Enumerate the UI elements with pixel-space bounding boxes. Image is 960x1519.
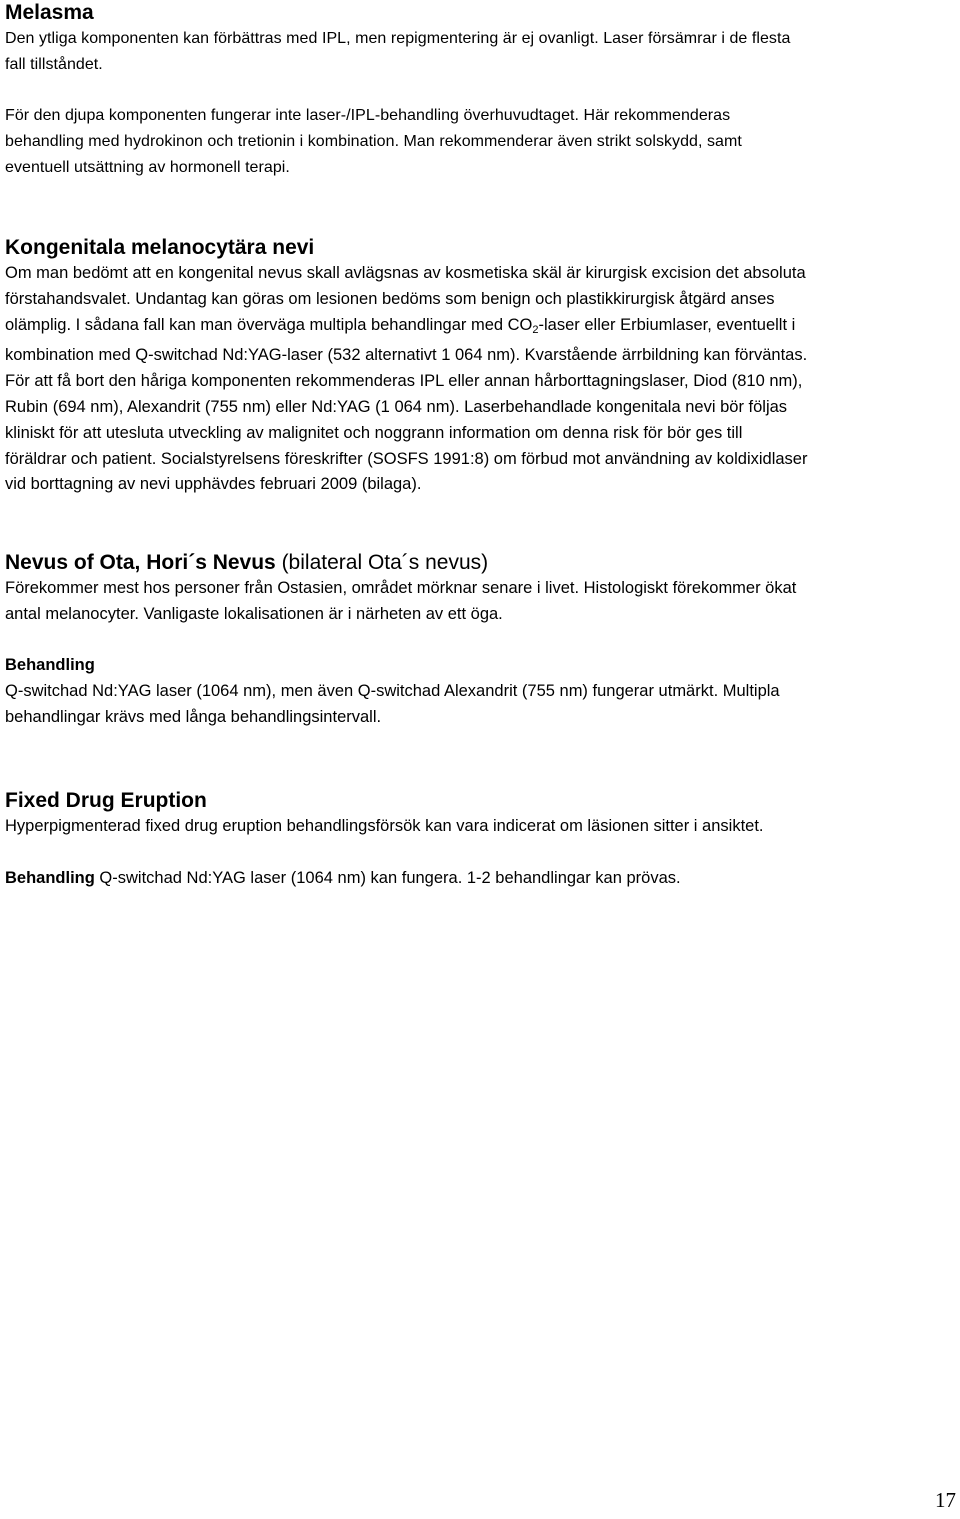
- heading-bold-part: Nevus of Ota, Hori´s Nevus: [5, 551, 276, 574]
- behandling-label: Behandling: [5, 868, 95, 887]
- paragraph-line: Q-switchad Nd:YAG laser (1064 nm), men även Q-switchad Alexandrit (755 nm) fungerar utmärkt. Multipla: [5, 682, 780, 701]
- section-nevus-of-ota: [5, 550, 796, 731]
- paragraph-gap: [5, 840, 764, 866]
- heading-melasma: Melasma: [5, 1, 94, 24]
- heading-normal-part: (bilateral Ota´s nevus): [275, 551, 489, 574]
- paragraph-line: behandling med hydrokinon och tretionin i kombination. Man rekommenderar även strikt solskydd, samt: [5, 133, 742, 151]
- paragraph-line: fall tillståndet.: [5, 55, 103, 73]
- paragraph-line: antal melanocyter. Vanligaste lokalisationen är i närheten av ett öga.: [5, 604, 503, 623]
- text-span: olämplig. I sådana fall kan man överväga multipla behandlingar med CO: [5, 315, 533, 334]
- paragraph-line: För den djupa komponenten fungerar inte laser-/IPL-behandling överhuvudtaget. Här rekommenderas: [5, 107, 731, 125]
- paragraph-line: Om man bedömt att en kongenital nevus skall avlägsnas av kosmetiska skäl är kirurgisk excision det absoluta: [5, 264, 806, 282]
- heading-fixed-drug-eruption: Fixed Drug Eruption: [5, 789, 207, 812]
- paragraph-line: För att få bort den håriga komponenten rekommenderas IPL eller annan hårborttagningslaser, Diod (810 nm),: [5, 372, 803, 391]
- paragraph-line: vid borttagning av nevi upphävdes februari 2009 (bilaga).: [5, 475, 422, 494]
- paragraph-line: [5, 313, 953, 344]
- section-melasma: [5, 0, 950, 181]
- text-span: -laser eller Erbiumlaser, eventuellt i: [538, 315, 796, 334]
- paragraph-line: Rubin (694 nm), Alexandrit (755 nm) eller Nd:YAG (1 064 nm). Laserbehandlade kongenitala nevi bör följas: [5, 397, 788, 416]
- paragraph-line: Den ytliga komponenten kan förbättras med IPL, men repigmentering är ej ovanligt. Laser försämrar i de flesta: [5, 30, 791, 47]
- paragraph-gap: [5, 78, 950, 104]
- section-fixed-drug-eruption: [5, 788, 764, 891]
- subheading-behandling: Behandling: [5, 656, 95, 675]
- heading-kongenitala: Kongenitala melanocytära nevi: [5, 236, 315, 259]
- paragraph-line: behandlingar krävs med långa behandlingsintervall.: [5, 707, 382, 726]
- paragraph-line: kombination med Q-switchad Nd:YAG-laser (532 alternativt 1 064 nm). Kvarstående ärrbildning kan förväntas.: [5, 346, 808, 365]
- paragraph-gap: [5, 628, 796, 654]
- paragraph-line: Hyperpigmenterad fixed drug eruption behandlingsförsök kan vara indicerat om läsionen sitter i ansiktet.: [5, 817, 764, 835]
- subscript: 2: [532, 323, 539, 336]
- paragraph-line: kliniskt för att utesluta utveckling av malignitet och noggrann information om denna risk för bör ges till: [5, 423, 743, 442]
- text-span: Q-switchad Nd:YAG laser (1064 nm) kan fungera. 1-2 behandlingar kan prövas.: [94, 868, 681, 887]
- section-kongenitala-nevi: [5, 235, 953, 498]
- paragraph-line: [5, 866, 764, 892]
- heading-nevus-of-ota: [5, 550, 796, 576]
- page-number: 17: [935, 1488, 956, 1512]
- paragraph-line: förstahandsvalet. Undantag kan göras om lesionen bedöms som benign och plastikkirurgisk åtgärd anses: [5, 289, 775, 308]
- paragraph-line: eventuell utsättning av hormonell terapi.: [5, 158, 290, 176]
- paragraph-line: föräldrar och patient. Socialstyrelsens föreskrifter (SOSFS 1991:8) om förbud mot användning av koldixidlaser: [5, 449, 808, 468]
- paragraph-line: Förekommer mest hos personer från Ostasien, området mörknar senare i livet. Histologiskt förekommer ökat: [5, 579, 797, 597]
